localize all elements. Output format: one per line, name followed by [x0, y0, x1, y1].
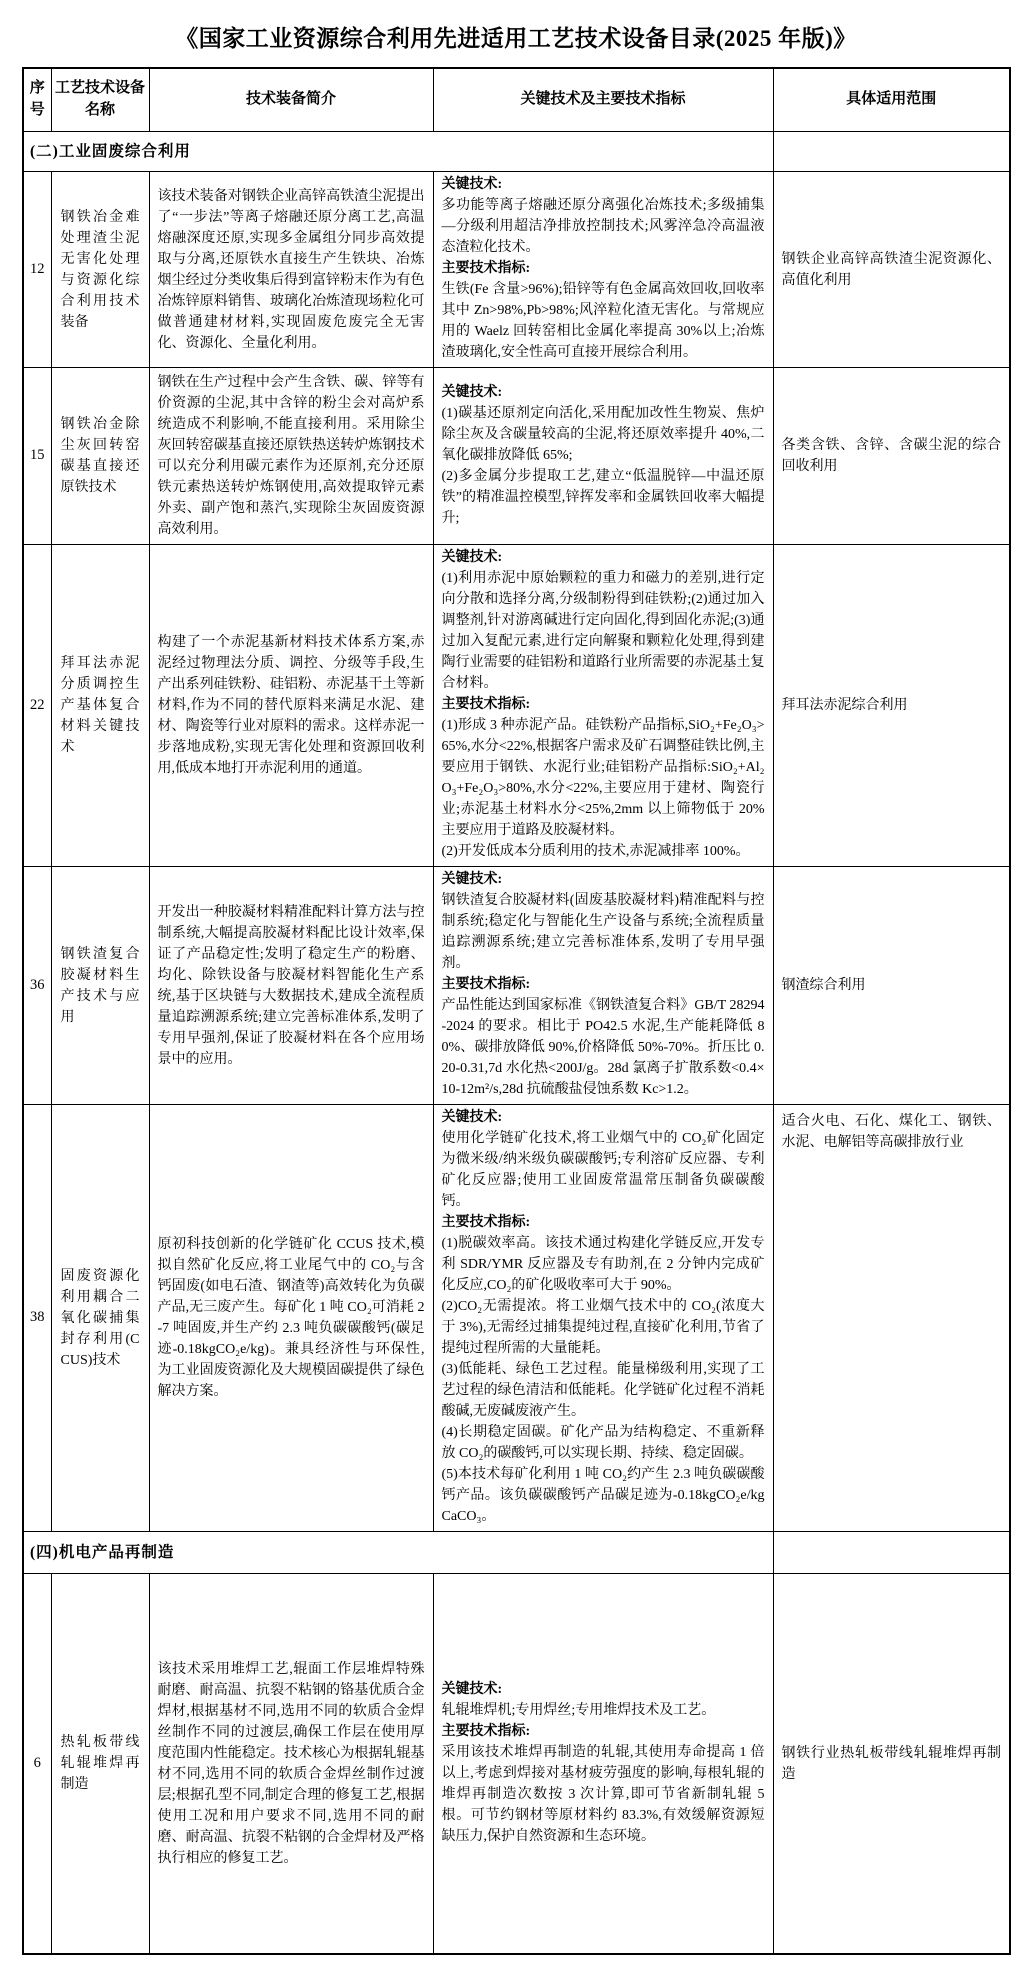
col-header-scope: 具体适用范围 [773, 68, 1010, 132]
row-key-cell [433, 1105, 773, 1532]
row-no-cell: 12 [23, 172, 51, 368]
key-tech-text: (2)多金属分步提取工艺,建立“低温脱锌—中温还原铁”的精准温控模型,锌挥发率和金属铁回收率大幅提升; [441, 468, 765, 526]
table-row [23, 867, 1010, 1105]
row-intro-cell: 钢铁在生产过程中会产生含铁、碳、锌等有价资源的尘泥,其中含锌的粉尘会对高炉系统造成不利影响,不能直接利用。采用除尘灰回转窑碳基直接还原铁热送转炉炼钢技术可以充分利用碳元素作为还原剂,充分还原铁元素热送转炉炼钢使用,高效提取锌元素外卖、副产饱和蒸汽,实现除尘灰固废资源高效利用。 [149, 368, 433, 545]
table-row [23, 172, 1010, 368]
key-tech-text: 使用化学链矿化技术,将工业烟气中的 CO₂矿化固定为微米级/纳米级负碳碳酸钙;专利溶矿反应器、专利矿化反应器;使用工业固废常温常压制备负碳碳酸钙。 [441, 1131, 765, 1210]
key-tech-heading: 关键技术: [441, 872, 503, 888]
catalog-table [22, 67, 1011, 1955]
key-indicator-text: (4)长期稳定固碳。矿化产品为结构稳定、不重新释放 CO₂的碳酸钙,可以实现长期、持续、稳定固碳。 [441, 1425, 765, 1462]
row-scope-cell: 钢铁企业高锌高铁渣尘泥资源化、高值化利用 [773, 172, 1010, 368]
table-row [23, 1105, 1010, 1532]
table-header-row [23, 68, 1010, 132]
row-name-cell: 固废资源化利用耦合二氧化碳捕集封存利用(CCUS)技术 [51, 1105, 149, 1532]
row-name-cell: 拜耳法赤泥分质调控生产基体复合材料关键技术 [51, 545, 149, 867]
key-indicator-text: (2)CO₂无需提浓。将工业烟气技术中的 CO₂(浓度大于 3%),无需经过捕集提纯过程,直接矿化利用,节省了提纯过程所需的大量能耗。 [441, 1299, 765, 1357]
row-key-cell [433, 867, 773, 1105]
row-intro-cell: 该技术采用堆焊工艺,辊面工作层堆焊特殊耐磨、耐高温、抗裂不粘钢的铬基优质合金焊材,根据基材不同,选用不同的软质合金焊丝制作不同的过渡层,确保工作层在使用厚度范围内性能稳定。技术核心为根据轧辊基材不同,选用不同的软质合金焊丝制作过渡层;根据孔型不同,制定合理的修复工艺,根据使用工况和用户要求不同,选用不同的耐磨、耐高温、抗裂不粘钢的合金焊材及严格执行相应的修复工艺。 [149, 1574, 433, 1954]
key-indicator-heading: 主要技术指标: [441, 697, 531, 713]
row-name-cell: 钢铁渣复合胶凝材料生产技术与应用 [51, 867, 149, 1105]
row-no-cell: 15 [23, 368, 51, 545]
table-row [23, 368, 1010, 545]
key-tech-heading: 关键技术: [441, 550, 503, 566]
row-intro-cell: 原初科技创新的化学链矿化 CCUS 技术,模拟自然矿化反应,将工业尾气中的 CO₂与含钙固废(如电石渣、钢渣等)高效转化为负碳产品,无三废产生。每矿化 1 吨 CO₂可消耗 2-7 吨固废,并生产约 2.3 吨负碳碳酸钙(碳足迹-0.18kgCO₂e/kg)。兼具经济性与环保性,为工业固废资源化及大规模固碳提供了绿色解决方案。 [149, 1105, 433, 1532]
key-indicator-heading: 主要技术指标: [441, 977, 531, 993]
key-indicator-text: 采用该技术堆焊再制造的轧辊,其使用寿命提高 1 倍以上,考虑到焊接对基材疲劳强度的影响,每根轧辊的堆焊再制造次数按 3 次计算,即可节省新制轧辊 5 根。可节约钢材等原材料约 83.3%,有效缓解资源短缺压力,保护自然资源和生态环境。 [441, 1744, 765, 1844]
page-title: 《国家工业资源综合利用先进适用工艺技术设备目录(2025 年版)》 [175, 26, 857, 51]
key-tech-heading: 关键技术: [441, 177, 503, 193]
col-header-name: 工艺技术设备名称 [51, 68, 149, 132]
key-tech-text: (1)利用赤泥中原始颗粒的重力和磁力的差别,进行定向分散和选择分离,分级制粉得到硅铁粉;(2)通过加入调整剂,针对游离碱进行定向固化,得到固化赤泥;(3)通过加入复配元素,进行定向解聚和颗粒化处理,得到建陶行业需要的硅铝粉和道路行业所需要的赤泥基土复合材料。 [441, 571, 765, 692]
key-indicator-text: (2)开发低成本分质利用的技术,赤泥减排率 100%。 [441, 844, 750, 860]
section-label: (二)工业固废综合利用 [23, 132, 773, 172]
row-no-cell: 6 [23, 1574, 51, 1954]
key-indicator-heading: 主要技术指标: [441, 261, 531, 277]
row-key-cell [433, 172, 773, 368]
key-tech-text: 多功能等离子熔融还原分离强化冶炼技术;多级捕集—分级利用超洁净排放控制技术;风雾淬急冷高温液态渣粒化技术。 [441, 198, 765, 256]
row-key-cell [433, 368, 773, 545]
row-intro-cell: 该技术装备对钢铁企业高锌高铁渣尘泥提出了“一步法”等离子熔融还原分离工艺,高温熔融深度还原,实现多金属组分同步高效提取与分离,还原铁水直接生产生铁块、冶炼烟尘经过分类收集后得到富锌粉末作为有色冶炼锌原料销售、玻璃化冶炼渣现场粒化可做普通建材材料,实现固废危废完全无害化、资源化、全量化利用。 [149, 172, 433, 368]
key-tech-heading: 关键技术: [441, 1681, 503, 1697]
section-empty-cell [773, 1532, 1010, 1574]
row-scope-cell: 钢渣综合利用 [773, 867, 1010, 1105]
key-indicator-text: (5)本技术每矿化利用 1 吨 CO₂约产生 2.3 吨负碳碳酸钙产品。该负碳碳酸钙产品碳足迹为-0.18kgCO₂e/kgCaCO₃。 [441, 1467, 765, 1525]
key-tech-heading: 关键技术: [441, 384, 503, 400]
key-tech-text: (1)碳基还原剂定向活化,采用配加改性生物炭、焦炉除尘灰及含碳量较高的尘泥,将还原效率提升 40%,二氧化碳排放降低 65%; [441, 405, 765, 463]
key-tech-text: 钢铁渣复合胶凝材料(固废基胶凝材料)精准配料与控制系统;稳定化与智能化生产设备与系统;全流程质量追踪溯源系统;建立完善标准体系,发明了专用早强剂。 [441, 893, 765, 972]
key-indicator-text: 生铁(Fe 含量>96%);铅锌等有色金属高效回收,回收率其中 Zn>98%,Pb>98%;风淬粒化渣无害化。与常规应用的 Waelz 回转窑相比金属化率提高 30%以上;冶炼渣玻璃化,安全性高可直接开展综合利用。 [441, 282, 765, 361]
section-row-electromechanical-remanufacture [23, 1532, 1010, 1574]
key-indicator-text: (3)低能耗、绿色工艺过程。能量梯级利用,实现了工艺过程的绿色清洁和低能耗。化学链矿化过程不消耗酸碱,无废碱废液产生。 [441, 1362, 765, 1420]
key-indicator-text: (1)脱碳效率高。该技术通过构建化学链反应,开发专利 SDR/YMR 反应器及专有助剂,在 2 分钟内完成矿化反应,CO₂的矿化吸收率可大于 90%。 [441, 1236, 765, 1294]
col-header-key: 关键技术及主要技术指标 [433, 68, 773, 132]
row-key-cell [433, 545, 773, 867]
key-indicator-heading: 主要技术指标: [441, 1215, 531, 1231]
key-indicator-text: 产品性能达到国家标准《钢铁渣复合料》GB/T 28294-2024 的要求。相比于 PO42.5 水泥,生产能耗降低 80%、碳排放降低 90%,价格降低 50%-70%。折压比 0.20-0.31,7d 水化热<200J/g。28d 氯离子扩散系数<0.4×10-12m²/s,28d 抗硫酸盐侵蚀系数 Kc>1.2。 [441, 998, 765, 1098]
row-no-cell: 38 [23, 1105, 51, 1532]
col-header-no: 序号 [23, 68, 51, 132]
table-row [23, 545, 1010, 867]
key-indicator-heading: 主要技术指标: [441, 1723, 531, 1739]
section-empty-cell [773, 132, 1010, 172]
row-no-cell: 22 [23, 545, 51, 867]
row-scope-cell: 拜耳法赤泥综合利用 [773, 545, 1010, 867]
row-intro-cell: 开发出一种胶凝材料精准配料计算方法与控制系统,大幅提高胶凝材料配比设计效率,保证了产品稳定性;发明了稳定生产的粉磨、均化、除铁设备与胶凝材料智能化生产系统,基于区块链与大数据技术,建成全流程质量追踪溯源系统;建立完善标准体系,发明了专用早强剂,保证了胶凝材料在各个应用场景中的应用。 [149, 867, 433, 1105]
row-scope-cell: 适合火电、石化、煤化工、钢铁、水泥、电解铝等高碳排放行业 [773, 1105, 1010, 1532]
key-indicator-text: (1)形成 3 种赤泥产品。硅铁粉产品指标,SiO₂+Fe₂O₃>65%,水分<22%,根据客户需求及矿石调整硅铁比例,主要应用于钢铁、水泥行业;硅铝粉产品指标:SiO₂+Al₂O₃+Fe₂O₃>80%,水分<22%,主要应用于建材、陶瓷行业;赤泥基土材料水分<25%,2mm 以上筛物低于 20%主要应用于道路及胶凝材料。 [441, 718, 765, 839]
col-header-intro: 技术装备简介 [149, 68, 433, 132]
key-tech-text: 轧辊堆焊机;专用焊丝;专用堆焊技术及工艺。 [441, 1702, 716, 1718]
row-name-cell: 钢铁冶金难处理渣尘泥无害化处理与资源化综合利用技术装备 [51, 172, 149, 368]
section-label: (四)机电产品再制造 [23, 1532, 773, 1574]
row-name-cell: 钢铁冶金除尘灰回转窑碳基直接还原铁技术 [51, 368, 149, 545]
row-name-cell: 热轧板带线轧辊堆焊再制造 [51, 1574, 149, 1954]
row-intro-cell: 构建了一个赤泥基新材料技术体系方案,赤泥经过物理法分质、调控、分级等手段,生产出系列硅铁粉、硅铝粉、赤泥基干土等新材料,作为不同的替代原料来满足水泥、建材、陶瓷等行业对原料的需求。这样赤泥一步落地成粉,实现无害化处理和资源回收利用,低成本地打开赤泥利用的通道。 [149, 545, 433, 867]
section-row-industrial-solid-waste [23, 132, 1010, 172]
row-scope-cell: 钢铁行业热轧板带线轧辊堆焊再制造 [773, 1574, 1010, 1954]
row-no-cell: 36 [23, 867, 51, 1105]
row-scope-cell: 各类含铁、含锌、含碳尘泥的综合回收利用 [773, 368, 1010, 545]
key-tech-heading: 关键技术: [441, 1110, 503, 1126]
